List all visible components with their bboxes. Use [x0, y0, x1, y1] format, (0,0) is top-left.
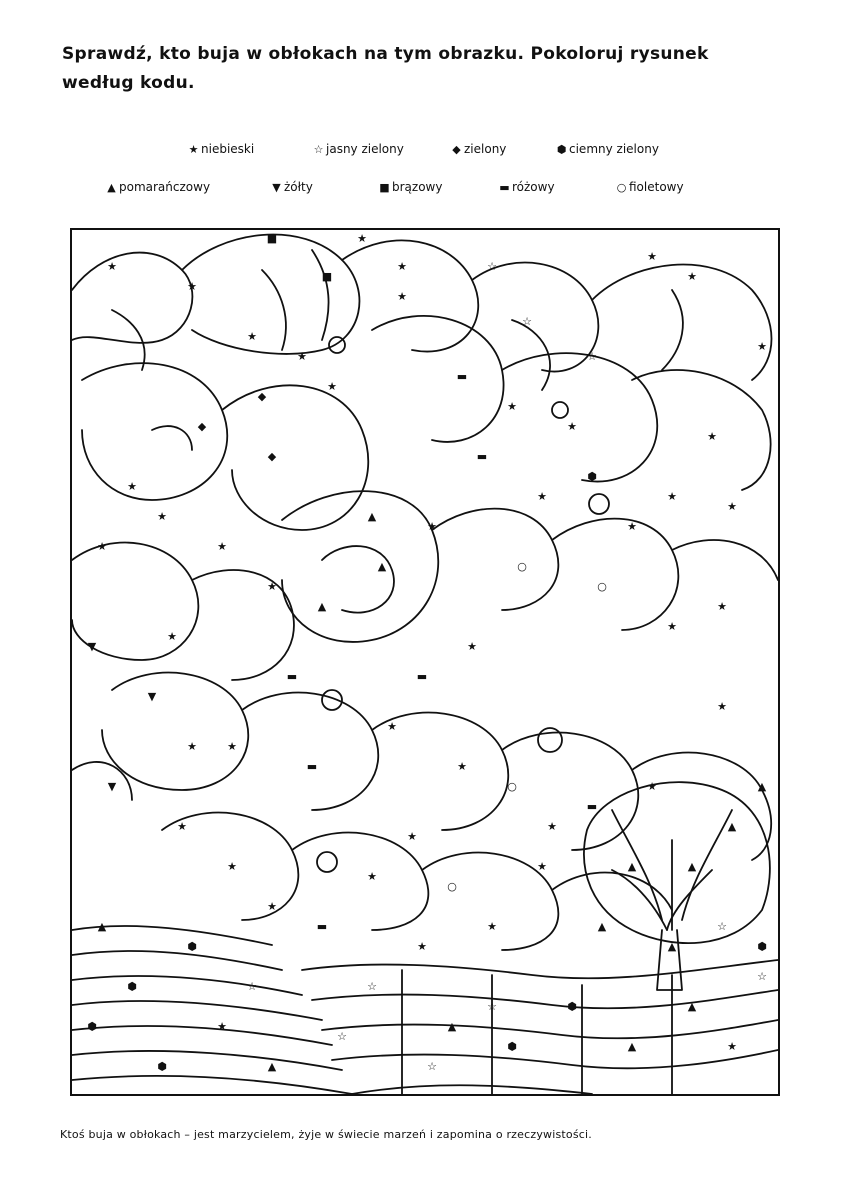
color-marker: ☆ [427, 1060, 437, 1073]
footer-text: Ktoś buja w obłokach – jest marzycielem, żyje w świecie marzeń i zapomina o rzeczywistości. [60, 1128, 592, 1141]
color-marker: ★ [667, 490, 677, 503]
legend-row-2 [0, 180, 848, 200]
color-marker: ◆ [257, 390, 267, 403]
color-marker: ⬢ [567, 1000, 577, 1013]
color-marker: ▲ [627, 860, 637, 873]
color-marker: ⬢ [757, 940, 767, 953]
legend-item-pomaranczowy [105, 180, 210, 194]
color-marker: ★ [227, 860, 237, 873]
star-filled-icon: ★ [188, 142, 199, 156]
color-marker: ▲ [267, 1060, 277, 1073]
color-marker: ★ [297, 350, 307, 363]
color-marker: ◆ [197, 420, 207, 433]
color-marker: ★ [727, 500, 737, 513]
color-marker: ⬢ [87, 1020, 97, 1033]
color-marker: ○ [507, 780, 517, 793]
color-marker: ★ [407, 830, 417, 843]
legend-label: różowy [512, 180, 555, 194]
legend-label: fioletowy [629, 180, 684, 194]
color-marker: ★ [327, 380, 337, 393]
color-marker: ★ [387, 720, 397, 733]
color-marker: ▲ [627, 1040, 637, 1053]
color-marker: ★ [187, 280, 197, 293]
circle-outline-icon: ○ [616, 180, 627, 194]
color-marker: ★ [467, 640, 477, 653]
color-marker: ★ [507, 400, 517, 413]
color-marker: ★ [217, 540, 227, 553]
color-marker: ▲ [687, 860, 697, 873]
color-marker: ★ [717, 600, 727, 613]
color-marker: ★ [567, 420, 577, 433]
color-code-markers [87, 232, 767, 1073]
legend-label: jasny zielony [326, 142, 404, 156]
color-marker: ★ [537, 860, 547, 873]
color-marker: ★ [367, 870, 377, 883]
legend-item-brazowy [378, 180, 442, 194]
color-marker: ★ [97, 540, 107, 553]
color-marker: ★ [427, 520, 437, 533]
color-marker: ▲ [727, 820, 737, 833]
color-marker: ★ [417, 940, 427, 953]
color-marker: ★ [727, 1040, 737, 1053]
color-marker: ▬ [456, 370, 468, 383]
legend-item-jasny-zielony [312, 142, 404, 156]
color-marker: ▬ [316, 920, 328, 933]
color-marker: ★ [267, 580, 277, 593]
legend-row-1 [0, 142, 848, 162]
triangle-up-icon: ▲ [107, 180, 116, 194]
legend-item-rozowy [498, 180, 555, 194]
color-marker: ☆ [522, 315, 532, 328]
color-marker: ▼ [87, 640, 97, 653]
triangle-down-icon: ▼ [272, 180, 281, 194]
diamond-filled-icon: ◆ [452, 142, 461, 156]
color-marker: ★ [107, 260, 117, 273]
color-marker: ★ [227, 740, 237, 753]
color-marker: ⬢ [157, 1060, 167, 1073]
color-marker: ☆ [757, 970, 767, 983]
color-marker: ☆ [587, 350, 597, 363]
color-marker: ⬢ [587, 470, 597, 483]
color-marker: ★ [627, 520, 637, 533]
hexagon-filled-icon: ⬢ [556, 142, 567, 156]
color-marker: ◆ [267, 450, 277, 463]
color-marker: ★ [547, 820, 557, 833]
legend-item-ciemny-zielony [555, 142, 659, 156]
legend-label: brązowy [392, 180, 443, 194]
color-marker: ★ [647, 780, 657, 793]
color-marker: ★ [717, 700, 727, 713]
color-marker: ○ [597, 580, 607, 593]
color-marker: ☆ [247, 980, 257, 993]
star-outline-icon: ☆ [313, 142, 324, 156]
color-marker: ★ [397, 290, 407, 303]
color-marker: ★ [247, 330, 257, 343]
color-marker: ☆ [367, 980, 377, 993]
legend-label: pomarańczowy [119, 180, 211, 194]
color-marker: ★ [487, 920, 497, 933]
color-marker: ★ [707, 430, 717, 443]
color-marker: ★ [457, 760, 467, 773]
color-marker: ★ [537, 490, 547, 503]
color-marker: ▲ [757, 780, 767, 793]
color-marker: ☆ [717, 920, 727, 933]
legend-label: niebieski [201, 142, 255, 156]
color-marker: ▬ [476, 450, 488, 463]
legend-label: żółty [284, 180, 313, 194]
color-marker: ★ [667, 620, 677, 633]
color-marker: ★ [687, 270, 697, 283]
color-marker: ⬢ [127, 980, 137, 993]
color-marker: ★ [647, 250, 657, 263]
color-marker: ▼ [147, 690, 157, 703]
coloring-picture [70, 228, 780, 1096]
color-marker: ★ [167, 630, 177, 643]
color-marker: ▬ [586, 800, 598, 813]
instruction-text: Sprawdź, kto buja w obłokach na tym obrazku. Pokoloruj rysunek według kodu. [62, 44, 709, 93]
color-marker: ★ [187, 740, 197, 753]
legend-item-zolty [270, 180, 313, 194]
color-marker: ★ [127, 480, 137, 493]
color-marker: ☆ [487, 1000, 497, 1013]
color-marker: ★ [397, 260, 407, 273]
color-marker: ★ [157, 510, 167, 523]
legend-label: ciemny zielony [569, 142, 659, 156]
color-marker: ★ [757, 340, 767, 353]
color-marker: ⬢ [187, 940, 197, 953]
color-marker: ▬ [416, 670, 428, 683]
color-marker: ■ [266, 232, 278, 245]
color-marker: ★ [267, 900, 277, 913]
color-marker: ▬ [286, 670, 298, 683]
dash-icon: ▬ [499, 180, 510, 194]
coloring-picture-drawing [72, 230, 778, 1094]
color-marker: ▼ [107, 780, 117, 793]
color-marker: ○ [517, 560, 527, 573]
legend-item-niebieski [187, 142, 254, 156]
legend-item-fioletowy [615, 180, 684, 194]
legend-label: zielony [464, 142, 507, 156]
color-marker: ☆ [337, 1030, 347, 1043]
color-marker: ▲ [377, 560, 387, 573]
color-marker: ■ [321, 270, 333, 283]
color-marker: ★ [357, 232, 367, 245]
color-marker: ★ [177, 820, 187, 833]
color-marker: ☆ [487, 260, 497, 273]
legend-item-zielony [450, 142, 506, 156]
color-marker: ▲ [317, 600, 327, 613]
color-marker: ★ [217, 1020, 227, 1033]
color-marker: ⬢ [507, 1040, 517, 1053]
color-marker: ▲ [367, 510, 377, 523]
color-marker: ▬ [306, 760, 318, 773]
color-marker: ▲ [447, 1020, 457, 1033]
color-marker: ▲ [687, 1000, 697, 1013]
color-marker: ▲ [597, 920, 607, 933]
square-filled-icon: ■ [379, 180, 390, 194]
color-marker: ○ [447, 880, 457, 893]
color-marker: ▲ [667, 940, 677, 953]
color-marker: ▲ [97, 920, 107, 933]
